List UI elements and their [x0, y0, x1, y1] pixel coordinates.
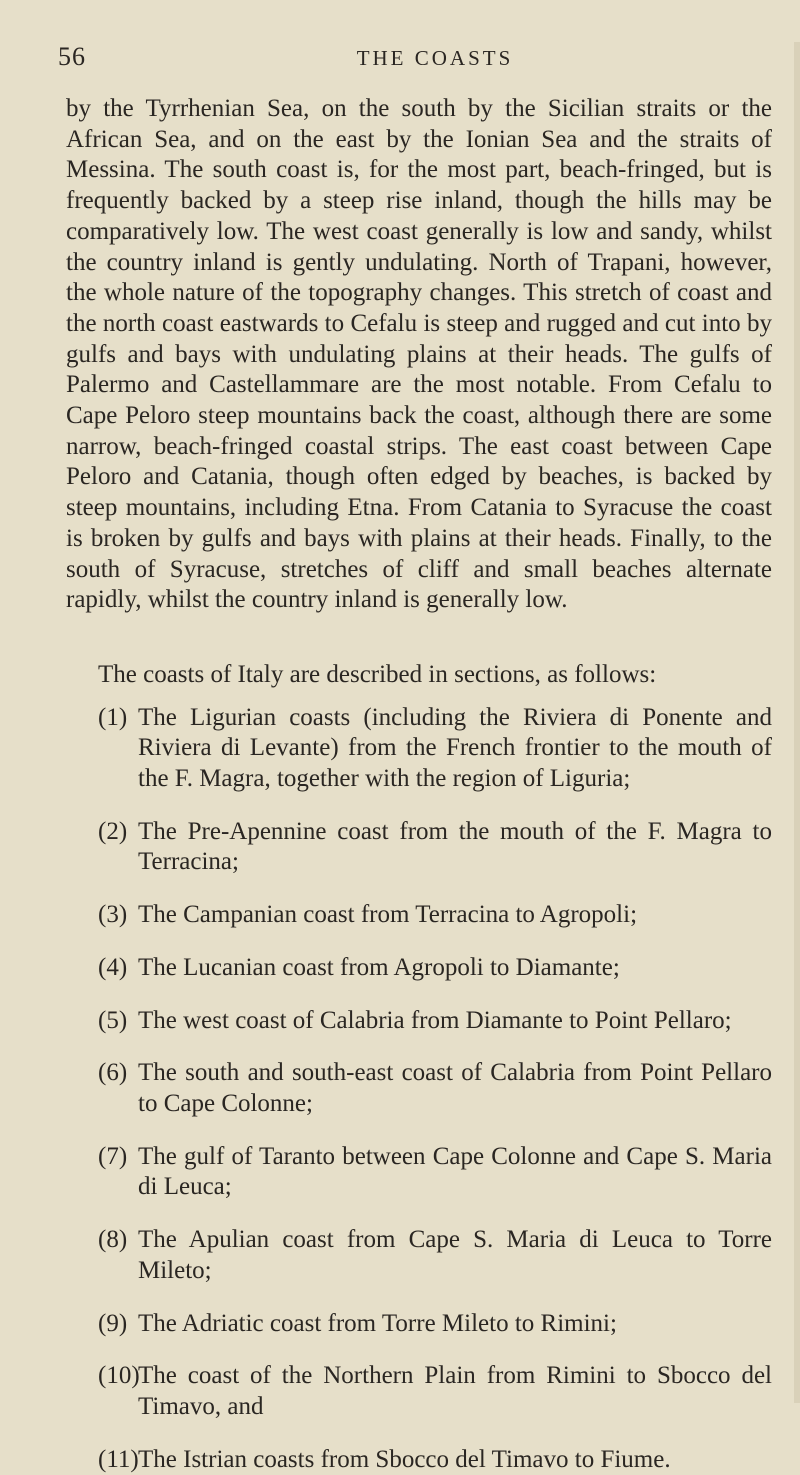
book-page: [0, 42, 800, 1473]
coast-sections-list: [58, 703, 772, 1475]
list-item: [58, 1225, 772, 1286]
list-item: [58, 817, 772, 878]
section-number: (6): [98, 1059, 128, 1087]
list-item: [58, 1309, 772, 1340]
list-item: [58, 1142, 772, 1203]
section-description: The Campanian coast from Terracina to Agropoli;: [138, 901, 638, 929]
section-number: (7): [98, 1142, 128, 1170]
section-number: (1): [98, 703, 128, 731]
section-description: The Istrian coasts from Sbocco del Timavo to Fiume.: [138, 1445, 671, 1473]
list-lead-sentence: The coasts of Italy are described in sections, as follows:: [98, 660, 657, 688]
running-head-title: THE COASTS: [356, 46, 514, 70]
list-item: [58, 1058, 772, 1119]
section-number: (3): [98, 901, 128, 929]
section-description: The Pre-Apennine coast from the mouth of the F. Magra to Terracina;: [138, 817, 772, 876]
section-number: (4): [98, 953, 128, 981]
list-item: [58, 703, 772, 795]
list-item: [58, 1006, 772, 1037]
running-head: [58, 42, 772, 88]
section-description: The Adriatic coast from Torre Mileto to Rimini;: [138, 1309, 617, 1337]
section-number: (2): [98, 817, 128, 845]
page-number: 56: [58, 42, 86, 71]
section-number: (10): [98, 1362, 140, 1390]
list-item: [58, 1361, 772, 1422]
section-description: The coast of the Northern Plain from Rimini to Sbocco del Timavo, and: [138, 1362, 772, 1420]
section-number: (11): [98, 1445, 139, 1473]
section-number: (5): [98, 1006, 128, 1034]
list-item: [58, 900, 772, 931]
list-item: [58, 953, 772, 984]
section-description: The south and south-east coast of Calabria from Point Pellaro to Cape Colonne;: [138, 1059, 772, 1117]
section-description: The gulf of Taranto between Cape Colonne and Cape S. Maria di Leuca;: [138, 1142, 772, 1201]
list-item: [58, 1445, 772, 1475]
section-description: The Ligurian coasts (including the Riviera di Ponente and Riviera di Levante) from the French frontier to the mouth of the F. Magra, together with the region of Liguria;: [138, 703, 772, 793]
section-number: (8): [98, 1226, 128, 1254]
intro-paragraph: by the Tyrrhenian Sea, on the south by the Sicilian straits or the African Sea, and on the east by the Ionian Sea and the straits of Messina. The south coast is, for the most part, beach-fringed, but is frequently backed by a steep rise inland, though the hills may be comparatively low. The west coast generally is low and sandy, whilst the country inland is gently undulating. North of Trapani, however, the whole nature of the topography changes. This stretch of coast and the north coast eastwards to Cefalu is steep and rugged and cut into by gulfs and bays with undulating plains at their heads. The gulfs of Palermo and Castellammare are the most notable. From Cefalu to Cape Peloro steep mountains back the coast, although there are some narrow, beach-fringed coastal strips. The east coast between Cape Peloro and Catania, though often edged by beaches, is backed by steep mountains, including Etna. From Catania to Syracuse the coast is broken by gulfs and bays with plains at their heads. Finally, to the south of Syracuse, stretches of cliff and small beaches alternate rapidly, whilst the country inland is generally low.: [66, 95, 772, 614]
section-description: The Apulian coast from Cape S. Maria di Leuca to Torre Mileto;: [138, 1226, 772, 1284]
section-description: The Lucanian coast from Agropoli to Diamante;: [138, 953, 620, 981]
section-description: The west coast of Calabria from Diamante to Point Pellaro;: [138, 1006, 732, 1034]
section-number: (9): [98, 1309, 128, 1337]
